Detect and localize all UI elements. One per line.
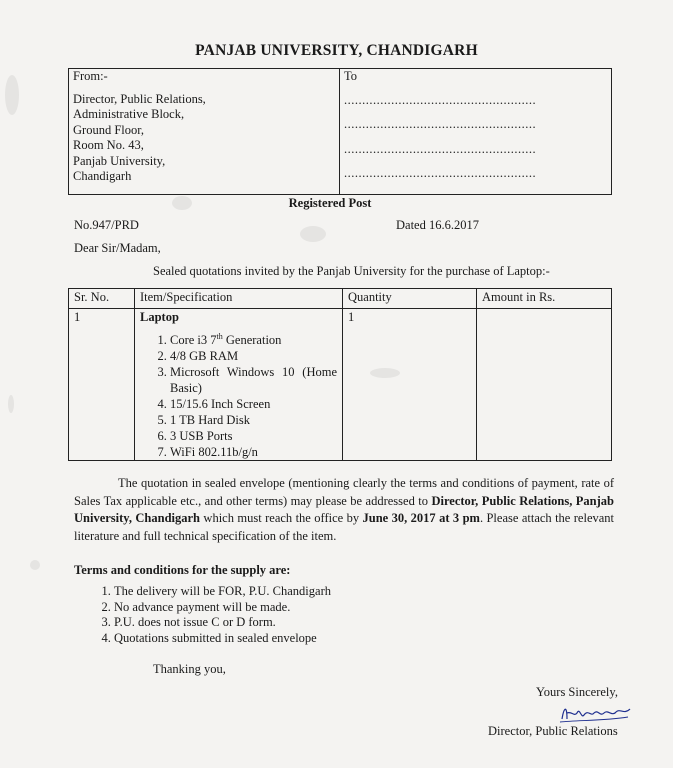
salutation: Dear Sir/Madam, <box>74 241 161 255</box>
reference-number: No.947/PRD <box>74 218 139 232</box>
spec-item: 6. 3 USB Ports <box>170 428 337 444</box>
spec-item: 4. 15/15.6 Inch Screen <box>170 396 337 412</box>
cell-item <box>135 309 343 461</box>
term-item: 3. P.U. does not issue C or D form. <box>114 615 331 631</box>
header-sr-no: Sr. No. <box>69 289 135 309</box>
spec-item: 1. Core i3 7th Generation <box>170 329 337 348</box>
from-line: Chandigarh <box>73 169 132 183</box>
from-line: Director, Public Relations, <box>73 91 206 106</box>
items-table <box>68 288 612 461</box>
date: Dated 16.6.2017 <box>396 218 479 232</box>
cell-amount <box>477 309 612 461</box>
closing-text: Thanking you, <box>153 662 226 676</box>
to-heading: To <box>344 69 358 83</box>
to-blank-line: ..................................................... <box>344 166 537 180</box>
header-amount: Amount in Rs. <box>477 289 612 309</box>
spec-item: 3. Microsoft Windows 10 (Home Basic) <box>170 364 337 396</box>
header-item: Item/Specification <box>135 289 343 309</box>
scan-speck <box>30 560 40 570</box>
item-name: Laptop <box>140 310 179 324</box>
to-cell <box>340 69 612 195</box>
spec-item: 2. 4/8 GB RAM <box>170 348 337 364</box>
registered-post-label: Registered Post <box>288 196 372 210</box>
cell-sr-no: 1 <box>69 309 135 461</box>
from-address <box>73 92 335 185</box>
spec-item: 5. 1 TB Hard Disk <box>170 412 337 428</box>
term-item: 2. No advance payment will be made. <box>114 600 331 616</box>
scan-speck <box>8 395 14 413</box>
from-cell <box>69 69 340 195</box>
to-blank-line: ..................................................... <box>344 92 537 107</box>
to-blank-line: ..................................................... <box>344 141 537 156</box>
scan-speck <box>5 75 19 115</box>
address-table <box>68 68 612 195</box>
to-blank-line: ..................................................... <box>344 117 537 131</box>
scan-speck <box>300 226 326 242</box>
table-header-row <box>69 289 612 309</box>
spec-item: 7. WiFi 802.11b/g/n <box>170 444 337 460</box>
intro-text: Sealed quotations invited by the Panjab University for the purchase of Laptop:- <box>153 264 550 278</box>
from-line: Ground Floor, <box>73 122 145 137</box>
yours-sincerely: Yours Sincerely, <box>536 685 618 699</box>
from-line: Panjab University, <box>73 153 166 168</box>
from-line: Administrative Block, <box>73 107 185 121</box>
terms-heading: Terms and conditions for the supply are: <box>74 563 291 577</box>
header-quantity: Quantity <box>343 289 477 309</box>
term-item: 1. The delivery will be FOR, P.U. Chandigarh <box>114 584 331 600</box>
spec-list <box>140 329 337 460</box>
handwritten-signature <box>558 701 634 725</box>
instructions-paragraph: The quotation in sealed envelope (mentioning clearly the terms and conditions of payment, rate of Sales Tax applicable etc., and other terms) may please be addressed to Director, Public Relations, Panjab University, Chandigarh which must reach the office by June 30, 2017 at 3 pm. Please attach the relevant literature and full technical specification of the item. <box>74 476 615 543</box>
document-title: PANJAB UNIVERSITY, CHANDIGARH <box>195 42 478 59</box>
term-item: 4. Quotations submitted in sealed envelope <box>114 631 331 647</box>
from-line: Room No. 43, <box>73 138 144 152</box>
cell-quantity: 1 <box>343 309 477 461</box>
terms-list <box>74 584 331 646</box>
from-heading: From:- <box>73 69 108 83</box>
table-row <box>69 309 612 461</box>
signatory-title: Director, Public Relations <box>488 724 618 738</box>
